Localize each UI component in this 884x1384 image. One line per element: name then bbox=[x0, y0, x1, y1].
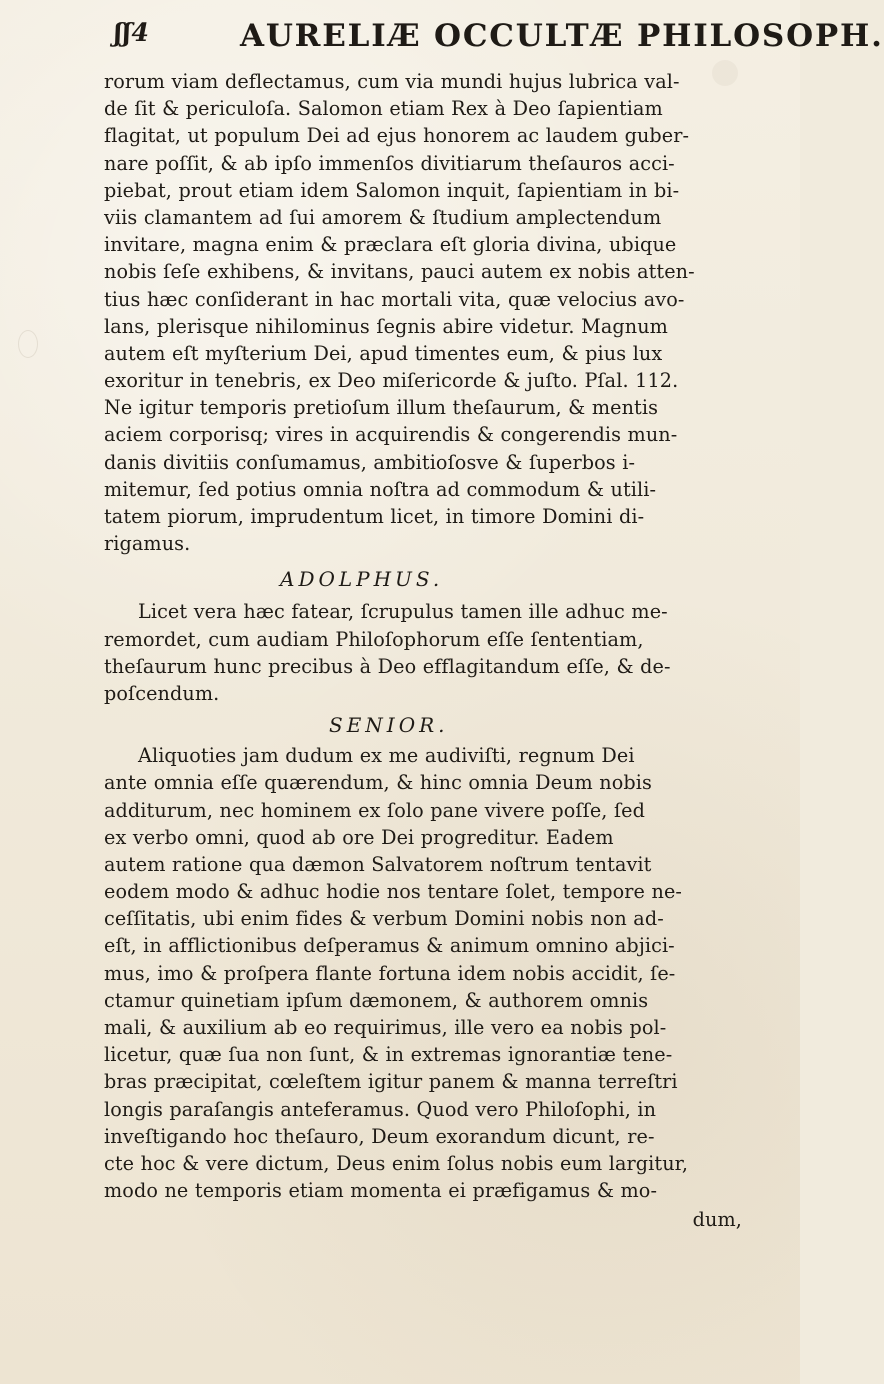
text-line: mitemur, ſed potius omnia noſtra ad commodum & utili- bbox=[104, 477, 657, 501]
text-line: exoritur in tenebris, ex Deo miſericorde & juſto. Pſal. 112. bbox=[104, 369, 679, 393]
text-line: Ne igitur temporis pretioſum illum theſaurum, & mentis bbox=[104, 396, 659, 420]
text-line: tius hæc conſiderant in hac mortali vita, quæ velocius avo- bbox=[104, 287, 685, 311]
text-line: modo ne temporis etiam momenta ei præfigamus & mo- bbox=[104, 1179, 658, 1203]
speaker-heading: SENIOR. bbox=[329, 713, 449, 738]
text-line: autem ratione qua dæmon Salvatorem noſtrum tentavit bbox=[104, 852, 652, 876]
text-line: tatem piorum, imprudentum licet, in timore Domini di- bbox=[104, 505, 645, 528]
text-line: viis clamantem ad ſui amorem & ſtudium amplectendum bbox=[104, 205, 662, 229]
catchword: dum, bbox=[692, 1208, 742, 1232]
text-line: longis paraſangis anteferamus. Quod vero Philoſophi, in bbox=[104, 1097, 657, 1121]
text-line: autem eſt myſterium Dei, apud timentes eum, & pius lux bbox=[104, 341, 663, 365]
text-line: remordet, cum audiam Philoſophorum eſſe ſententiam, bbox=[104, 627, 644, 651]
text-line: inveſtigando hoc theſauro, Deum exorandum dicunt, re- bbox=[104, 1124, 655, 1148]
main-text bbox=[104, 68, 758, 1234]
text-line: eſt, in afflictionibus deſperamus & animum omnino abjici- bbox=[104, 934, 675, 958]
text-line: lans, plerisque nihilominus ſegnis abire videtur. Magnum bbox=[104, 314, 668, 338]
speaker-heading: ADOLPHUS. bbox=[280, 567, 444, 592]
text-line: mus, imo & proſpera flante fortuna idem nobis accidit, ſe- bbox=[104, 961, 676, 985]
text-line: invitare, magna enim & præclara eſt gloria divina, ubique bbox=[104, 233, 677, 257]
text-line: rigamus. bbox=[104, 532, 191, 556]
text-line: aciem corporisq; vires in acquirendis & congerendis mun- bbox=[104, 423, 678, 447]
text-line: ceſſitatis, ubi enim fides & verbum Domini nobis non ad- bbox=[104, 907, 664, 931]
text-line: eodem modo & adhuc hodie nos tentare ſolet, tempore ne- bbox=[104, 880, 682, 904]
text-line: ante omnia eſſe quærendum, & hinc omnia Deum nobis bbox=[104, 771, 652, 795]
text-line: bras præcipitat, cœleſtem igitur panem & manna terreſtri bbox=[104, 1070, 678, 1094]
text-line: de ſit & periculoſa. Salomon etiam Rex à Deo ſapientiam bbox=[104, 97, 663, 121]
text-line: poſcendum. bbox=[104, 681, 220, 705]
text-line: danis divitiis conſumamus, ambitioſosve & ſuperbos i- bbox=[104, 450, 636, 474]
paper-stain bbox=[18, 330, 38, 358]
text-line: additurum, nec hominem ex ſolo pane vivere poſſe, ſed bbox=[104, 798, 646, 822]
text-line: theſaurum hunc precibus à Deo efflagitandum eſſe, & de- bbox=[104, 654, 671, 678]
text-line: nobis ſeſe exhibens, & invitans, pauci autem ex nobis atten- bbox=[104, 260, 695, 284]
text-line: Licet vera hæc fatear, ſcrupulus tamen ille adhuc me- bbox=[138, 600, 668, 624]
text-line: mali, & auxilium ab eo requirimus, ille vero ea nobis pol- bbox=[104, 1016, 667, 1039]
text-line: licetur, quæ ſua non ſunt, & in extremas ignorantiæ tene- bbox=[104, 1043, 673, 1067]
text-line: rorum viam deflectamus, cum via mundi hujus lubrica val- bbox=[104, 70, 680, 93]
text-line: ex verbo omni, quod ab ore Dei progreditur. Eadem bbox=[104, 825, 614, 849]
text-line: Aliquoties jam dudum ex me audiviſti, regnum Dei bbox=[138, 744, 635, 768]
running-head: AURELIÆ OCCULTÆ PHILOSOPH. bbox=[240, 18, 884, 54]
text-line: flagitat, ut populum Dei ad ejus honorem ac laudem guber- bbox=[104, 124, 690, 148]
page-header bbox=[104, 18, 884, 58]
text-line: nare poſſit, & ab ipſo immenſos divitiarum theſauros acci- bbox=[104, 151, 675, 175]
text-line: cte hoc & vere dictum, Deus enim ſolus nobis eum largitur, bbox=[104, 1151, 689, 1175]
page-number: ʃʃ4 bbox=[114, 18, 150, 47]
text-line: piebat, prout etiam idem Salomon inquit, ſapientiam in bi- bbox=[104, 178, 680, 202]
text-line: ctamur quinetiam ipſum dæmonem, & authorem omnis bbox=[104, 988, 649, 1012]
